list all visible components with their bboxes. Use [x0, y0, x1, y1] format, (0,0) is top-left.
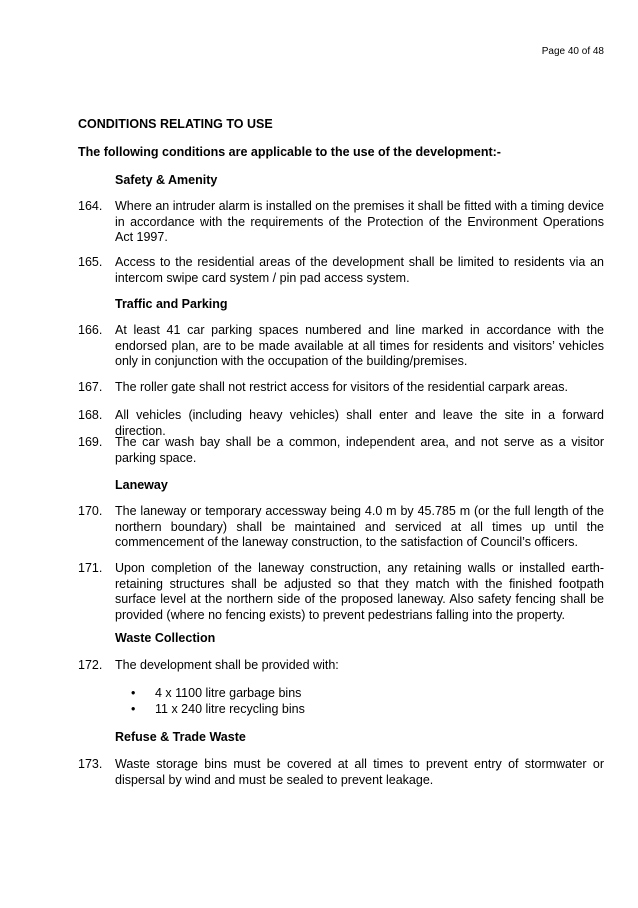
condition-number: 166. [78, 323, 103, 337]
condition-text: Upon completion of the laneway construction, any retaining walls or installed earth-retaining structures shall be adjusted so that they match with the finished footpath surface level at the northern side of the proposed laneway. Also safety fencing shall be provided (where no fencing exists) to prevent pedestrians falling into the property. [115, 561, 604, 622]
condition-164 [78, 199, 604, 246]
intro-text: The following conditions are applicable to the use of the development:- [78, 145, 501, 159]
condition-text: The car wash bay shall be a common, independent area, and not serve as a visitor parking space. [115, 435, 604, 465]
list-item [131, 701, 305, 717]
subheading-laneway: Laneway [115, 478, 168, 492]
condition-number: 164. [78, 199, 103, 213]
bullet-icon: • [131, 686, 136, 700]
condition-text: The laneway or temporary accessway being 4.0 m by 45.785 m (or the full length of the northern boundary) shall be maintained and serviced at all times up until the commencement of the laneway construction, to the satisfaction of Council’s officers. [115, 504, 604, 549]
list-item-text: 4 x 1100 litre garbage bins [155, 686, 302, 700]
condition-number: 168. [78, 408, 103, 422]
condition-number: 172. [78, 658, 103, 672]
condition-text: At least 41 car parking spaces numbered and line marked in accordance with the endorsed plan, are to be made available at all times for residents and visitors’ vehicles only in conjunction with the occupation of the building/premises. [115, 323, 604, 368]
list-item-text: 11 x 240 litre recycling bins [155, 702, 305, 716]
condition-number: 165. [78, 255, 103, 269]
condition-text: Access to the residential areas of the development shall be limited to residents via an intercom swipe card system / pin pad access system. [115, 255, 604, 285]
condition-171 [78, 561, 604, 623]
section-heading: CONDITIONS RELATING TO USE [78, 117, 273, 131]
condition-number: 169. [78, 435, 103, 449]
bullet-list [131, 685, 305, 717]
condition-text: Waste storage bins must be covered at all times to prevent entry of stormwater or dispersal by wind and must be sealed to prevent leakage. [115, 757, 604, 787]
page-number: Page 40 of 48 [541, 46, 604, 57]
condition-text: The roller gate shall not restrict access for visitors of the residential carpark areas. [115, 380, 568, 394]
subheading-traffic-parking: Traffic and Parking [115, 297, 228, 311]
condition-173 [78, 757, 604, 788]
list-item [131, 685, 305, 701]
condition-number: 167. [78, 380, 103, 394]
condition-text: Where an intruder alarm is installed on the premises it shall be fitted with a timing device in accordance with the requirements of the Protection of the Environment Operations Act 1997. [115, 199, 604, 244]
condition-165 [78, 255, 604, 286]
condition-number: 170. [78, 504, 103, 518]
bullet-icon: • [131, 702, 136, 716]
condition-167 [78, 380, 604, 396]
condition-169 [78, 435, 604, 466]
condition-text: All vehicles (including heavy vehicles) shall enter and leave the site in a forward direction. [115, 408, 604, 438]
condition-172 [78, 658, 604, 674]
condition-166 [78, 323, 604, 370]
condition-number: 171. [78, 561, 103, 575]
subheading-safety-amenity: Safety & Amenity [115, 173, 218, 187]
subheading-refuse-trade-waste: Refuse & Trade Waste [115, 730, 246, 744]
condition-text: The development shall be provided with: [115, 658, 339, 672]
condition-170 [78, 504, 604, 551]
subheading-waste-collection: Waste Collection [115, 631, 216, 645]
condition-number: 173. [78, 757, 103, 771]
